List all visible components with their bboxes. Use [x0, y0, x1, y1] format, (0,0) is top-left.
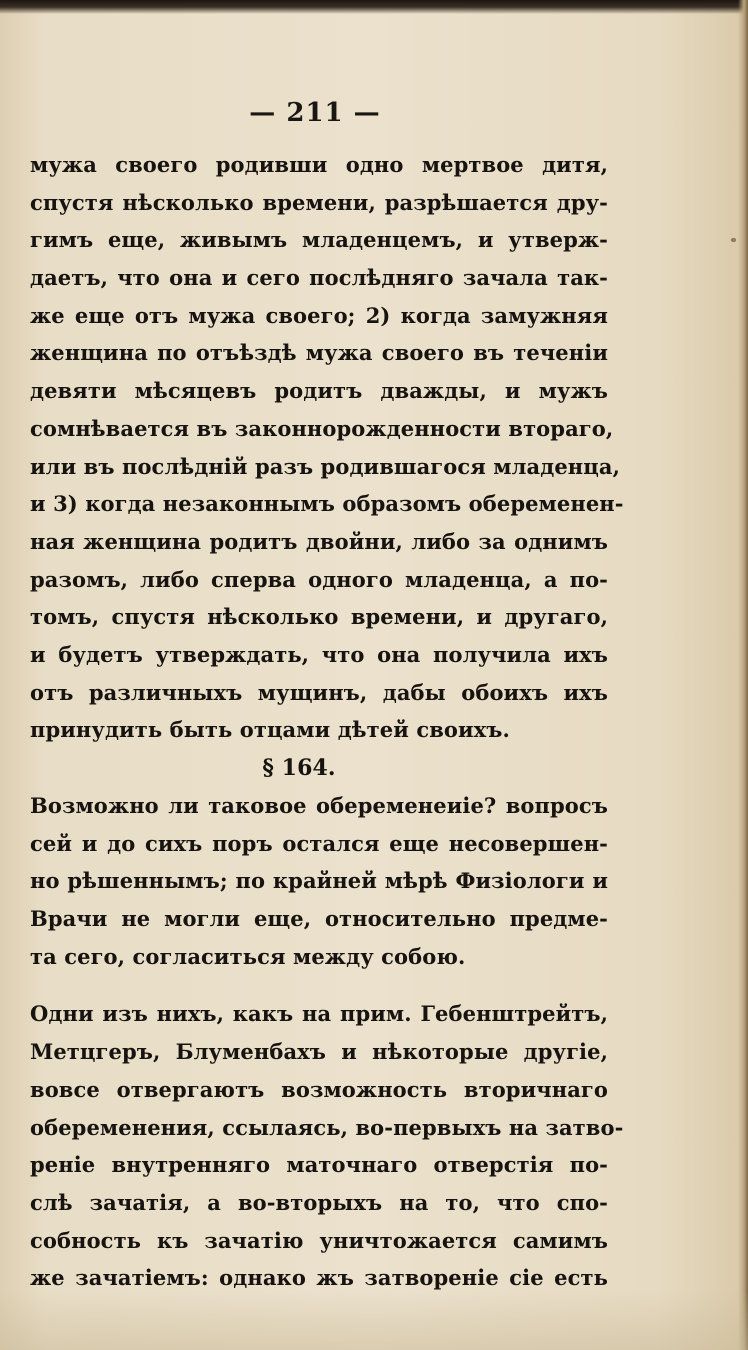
text-line: но рѣшеннымъ; по крайней мѣрѣ Физіологи и	[30, 868, 608, 894]
paper-speck	[731, 238, 736, 242]
paragraph-1	[30, 146, 624, 749]
page-right-edge	[738, 0, 748, 1350]
text-line: разомъ, либо сперва одного младенца, а по-	[30, 566, 608, 592]
paragraph-3	[30, 995, 624, 1297]
text-line: томъ, спустя нѣсколько времени, и другаго,	[30, 604, 608, 630]
page-top-edge	[0, 0, 748, 14]
text-line: вовсе отвергаютъ возможность вторичнаго	[30, 1076, 608, 1102]
text-line: и будетъ утверждать, что она получила ихъ	[30, 641, 608, 667]
text-line: сей и до сихъ поръ остался еще несовершен-	[30, 830, 608, 856]
page-bottom-shade	[0, 1290, 748, 1350]
paragraph-2	[30, 787, 608, 975]
text-line: же еще отъ мужа своего; 2) когда замужняя	[30, 302, 608, 328]
text-line: слѣ зачатія, а во-вторыхъ на то, что спо-	[30, 1189, 608, 1215]
text-line: Метцгеръ, Блуменбахъ и нѣкоторые другіе,	[30, 1039, 608, 1065]
text-line: мужа своего родивши одно мертвое дитя,	[30, 152, 608, 177]
text-line: и 3) когда незаконнымъ образомъ обеременен-	[30, 491, 624, 517]
text-line: девяти мѣсяцевъ родитъ дважды, и мужъ	[30, 378, 608, 404]
text-line: Врачи не могли еще, относительно предме-	[30, 906, 608, 932]
text-line: ная женщина родитъ двойни, либо за однимъ	[30, 528, 608, 554]
section-heading: § 164.	[262, 755, 336, 781]
page-number: — 211 —	[249, 98, 381, 128]
text-line: Возможно ли таковое обеременеиіе? вопросъ	[30, 793, 608, 818]
text-line: отъ различныхъ мущинъ, дабы обоихъ ихъ	[30, 679, 608, 705]
text-line: женщина по отъѣздѣ мужа своего въ теченіи	[30, 340, 608, 366]
text-line: гимъ еще, живымъ младенцемъ, и утверж-	[30, 227, 608, 253]
text-line: собность къ зачатію уничтожается самимъ	[30, 1227, 608, 1253]
paragraph-gap	[30, 975, 608, 995]
text-line: реніе внутренняго маточнаго отверстія по-	[30, 1152, 608, 1178]
text-line: Одни изъ нихъ, какъ на прим. Гебенштрейтъ,	[30, 1001, 608, 1027]
body-text	[30, 146, 624, 1297]
text-line: же зачатіемъ: однако жъ затвореніе сіе есть	[30, 1265, 608, 1291]
text-line: или въ послѣдній разъ родившагося младенца,	[30, 453, 620, 479]
text-line: та сего, согласиться между собою.	[30, 943, 466, 969]
text-line: принудить быть отцами дѣтей своихъ.	[30, 717, 510, 743]
text-line: спустя нѣсколько времени, разрѣшается дру-	[30, 189, 608, 215]
text-line: обеременения, ссылаясь, во-первыхъ на затво-	[30, 1114, 624, 1140]
text-line: даетъ, что она и сего послѣдняго зачала так-	[30, 265, 608, 291]
text-line: сомнѣвается въ законнорожденности втораго,	[30, 415, 614, 441]
